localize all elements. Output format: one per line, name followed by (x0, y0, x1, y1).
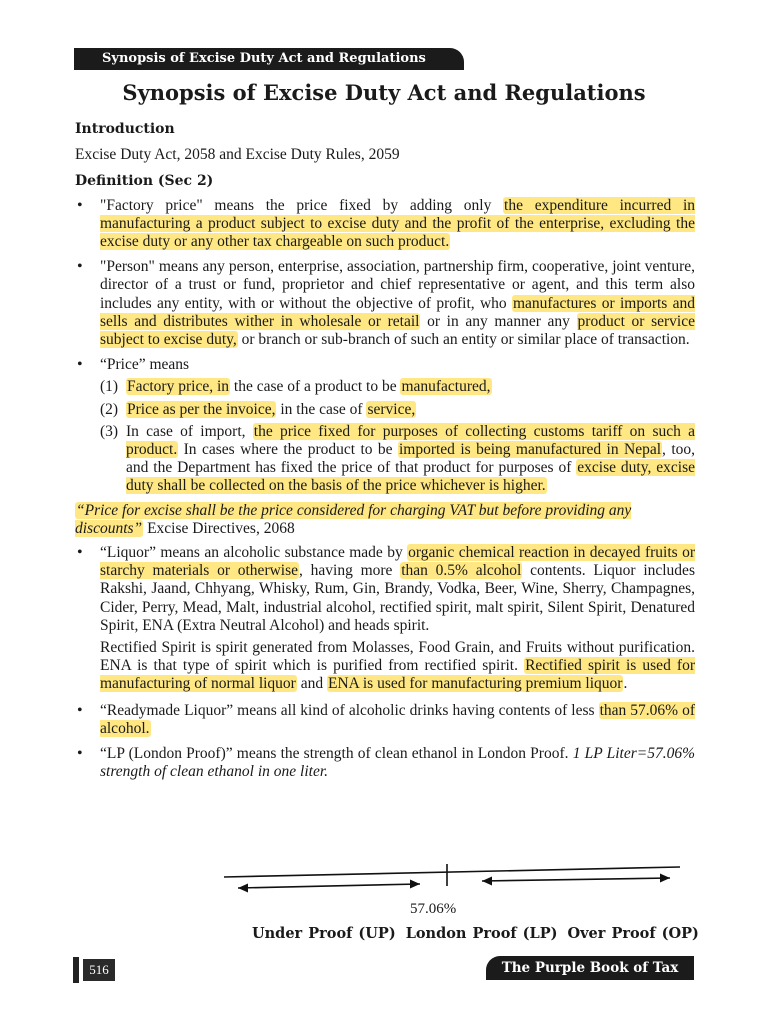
highlight: than 57.06% of alcohol. (100, 701, 696, 737)
factory-price-item: • "Factory price" means the price fixed by adding only the expenditure incurred in manufacturing a product subject to excise duty and the profit of the enterprise, excluding the excise duty or any other tax chargeable on such product. (75, 197, 695, 252)
price-item: • “Price” means (1) Factory price, in the case of a product to be manufactured, (2) Price as per the invoice, in the case of service, (3) In case of import, the price fixed for purposes of collecting customs tariff on such a product. In cases where the product to be imported is being manufactured in Nepal, too, and the Department has fixed the price of that product for purposes of excise duty, excise duty shall be collected on the basis of the price whichever is higher. (75, 356, 695, 495)
rectified-spirit-paragraph: Rectified Spirit is spirit generated from Molasses, Food Grain, and Fruits without purification. ENA is that type of spirit which is purified from rectified spirit. Rectified spirit is used for manufacturing of normal liquor and ENA is used for manufacturing premium liquor. (100, 639, 695, 693)
price-sub-item: (1) Factory price, in the case of a product to be manufactured, (100, 378, 491, 396)
highlight: service, (367, 400, 416, 418)
definition-list (75, 197, 695, 496)
highlight: excise duty, excise duty shall be collected on the basis of the price whichever is higher. (126, 459, 695, 495)
definition-heading: Definition (Sec 2) (75, 173, 214, 190)
page-number: 516 (83, 959, 115, 981)
highlight: than 0.5% alcohol (401, 562, 522, 580)
excise-directive-quote: “Price for excise shall be the price considered for charging VAT but before providing any discounts” Excise Directives, 2068 (75, 501, 632, 537)
highlight: ENA is used for manufacturing premium liquor (328, 675, 623, 693)
definition-list-continued (75, 544, 695, 635)
introduction-text: Excise Duty Act, 2058 and Excise Duty Rules, 2059 (75, 146, 400, 164)
proof-labels (252, 925, 709, 942)
introduction-heading: Introduction (75, 121, 175, 137)
scale-line (224, 867, 680, 877)
highlight: manufactured, (401, 378, 491, 396)
person-item: • "Person" means any person, enterprise, association, partnership firm, cooperative, joint venture, director of a trust or fund, proprietor and chief representative or agent, and this term also includes any entity, with or without the objective of profit, who manufactures or imports and sells and distributes wither in wholesale or retail or in any manner any product or service subject to excise duty, or branch or sub-branch of such an entity or similar place of transaction. (75, 258, 695, 349)
highlight: “Price for excise shall be the price considered for charging VAT but before providing any discounts” (75, 501, 632, 537)
london-proof-label: London Proof (LP) (405, 925, 558, 942)
page-marker (73, 957, 79, 983)
highlight: manufactures or imports and sells and distributes wither in wholesale or retail (100, 294, 695, 330)
under-proof-arrow (238, 884, 420, 888)
liquor-item: • “Liquor” means an alcoholic substance made by organic chemical reaction in decayed fruits or starchy materials or otherwise, having more than 0.5% alcohol contents. Liquor includes Rakshi, Jaand, Chhyang, Whisky, Rum, Gin, Brandy, Vodka, Beer, Wine, Sherry, Champagnes, Cider, Perry, Mead, Malt, industrial alcohol, rectified spirit, malt spirit, Silent Spirit, Denatured Spirit, ENA (Extra Neutral Alcohol) and heads spirit. (75, 544, 695, 635)
highlight: the price fixed for purposes of collecting customs tariff on such a product. (126, 422, 695, 459)
highlight: Rectified spirit is used for manufacturing of normal liquor (100, 657, 695, 693)
over-proof-arrow (482, 878, 670, 881)
price-sublist (100, 378, 695, 495)
document-body (75, 112, 695, 789)
highlight: imported is being manufactured in Nepal (398, 441, 662, 459)
over-proof-label: Over Proof (OP) (567, 925, 699, 942)
page-title: Synopsis of Excise Duty Act and Regulations (122, 80, 646, 105)
definition-list-final (75, 702, 695, 782)
highlight: Price as per the invoice, (127, 400, 276, 418)
price-sub-item: (2) Price as per the invoice, in the case of service, (100, 400, 416, 418)
readymade-liquor-item: • “Readymade Liquor” means all kind of alcoholic drinks having contents of less than 57.06% of alcohol. (75, 702, 695, 738)
page-number-box (73, 957, 119, 983)
highlight: organic chemical reaction in decayed fruits or starchy materials or otherwise (100, 544, 695, 580)
highlight: product or service subject to excise duty, (100, 312, 695, 349)
highlight: the expenditure incurred in manufacturing a product subject to excise duty and the profit of the enterprise, excluding the excise duty or any other tax chargeable on such product. (100, 196, 695, 251)
london-proof-item: • “LP (London Proof)” means the strength of clean ethanol in London Proof. 1 LP Liter=57.06% strength of clean ethanol in one liter. (75, 745, 695, 781)
price-sub-item: (3) In case of import, the price fixed for purposes of collecting customs tariff on such a product. In cases where the product to be imported is being manufactured in Nepal, too, and the Department has fixed the price of that product for purposes of excise duty, excise duty shall be collected on the basis of the price whichever is higher. (100, 422, 695, 495)
highlight: Factory price, in (127, 378, 230, 396)
under-proof-label: Under Proof (UP) (252, 925, 396, 942)
running-header-tab: Synopsis of Excise Duty Act and Regulations (74, 48, 464, 70)
london-proof-value: 57.06% (410, 901, 457, 917)
book-title-tab: The Purple Book of Tax (486, 956, 694, 980)
